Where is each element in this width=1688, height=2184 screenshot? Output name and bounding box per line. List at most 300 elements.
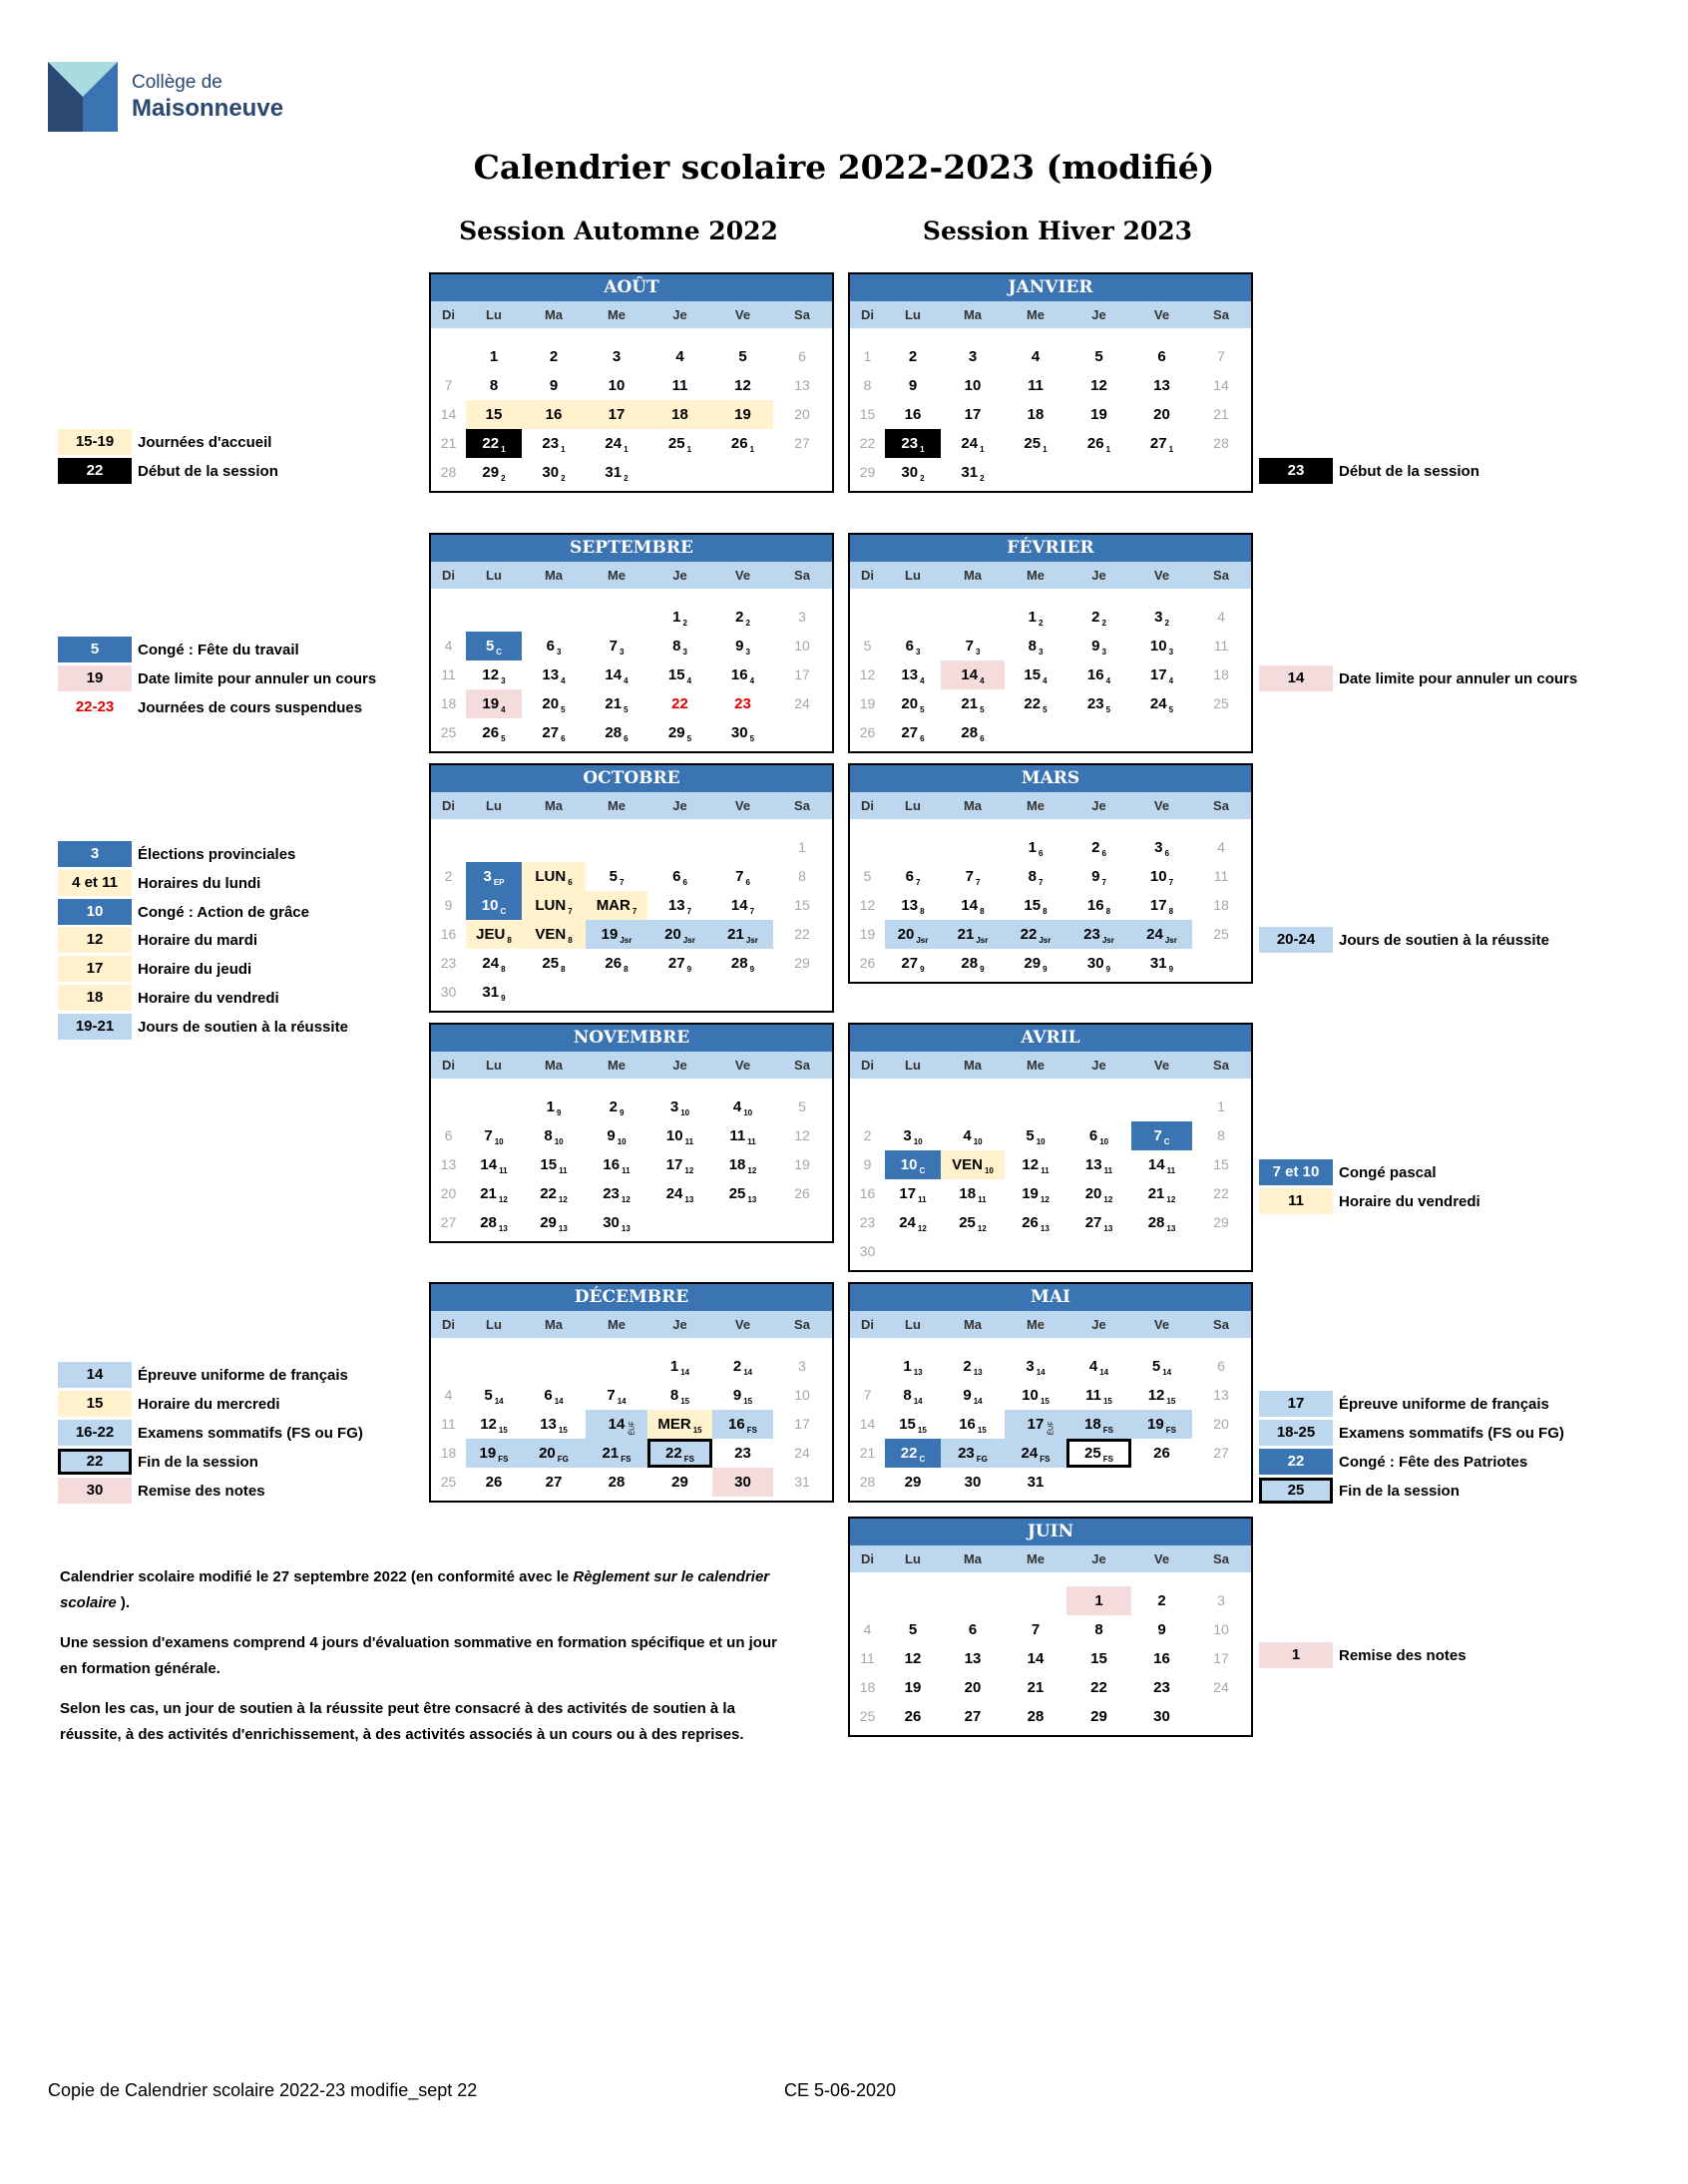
- day-number: 5: [908, 1621, 918, 1638]
- day-annotation: 13: [558, 1224, 568, 1233]
- day-number: 19: [859, 926, 876, 942]
- day-number: 14: [605, 666, 623, 683]
- day-number: 25: [440, 1474, 457, 1490]
- grid-spacer: [431, 589, 831, 603]
- day-cell: [466, 1468, 522, 1497]
- legend-badge: 15: [58, 1391, 132, 1417]
- day-number: 20: [542, 695, 560, 712]
- day-cell: [941, 342, 1005, 371]
- day-cell: [1131, 1237, 1192, 1266]
- day-cell: [522, 1121, 586, 1150]
- day-number: 27: [1084, 1214, 1102, 1231]
- legend-text: Horaire du jeudi: [138, 960, 252, 978]
- day-number: 11: [671, 377, 688, 394]
- day-cell: [522, 603, 586, 632]
- day-cell: [466, 833, 522, 862]
- day-cell: [773, 1092, 831, 1121]
- day-cell: [885, 429, 941, 458]
- day-annotation: 12: [1103, 1195, 1113, 1204]
- day-annotation: C: [500, 907, 507, 916]
- day-number: 13: [540, 1416, 557, 1433]
- day-annotation: 1: [686, 445, 692, 454]
- legend-badge: 11: [1259, 1188, 1333, 1214]
- weekday-label: Sa: [1213, 1317, 1229, 1332]
- day-annotation: 13: [973, 1368, 983, 1377]
- day-number: 28: [961, 724, 979, 741]
- day-cell: [522, 1092, 586, 1121]
- day-annotation: 6: [745, 878, 750, 887]
- day-grid: [431, 589, 832, 751]
- weekday-label: Me: [1026, 1058, 1046, 1073]
- day-cell: [773, 1352, 831, 1381]
- weekday-header-row: [850, 792, 1251, 819]
- day-number: 31: [1149, 955, 1167, 972]
- day-cell: [1192, 429, 1250, 458]
- day-cell: [522, 429, 586, 458]
- weekday-label: Me: [607, 307, 627, 322]
- day-annotation: 7: [1101, 878, 1106, 887]
- weekday-label: Me: [607, 798, 627, 813]
- day-cell: [941, 920, 1005, 949]
- day-number: 14: [1213, 377, 1229, 393]
- day-annotation: FS: [746, 1426, 757, 1435]
- day-annotation: 4: [1168, 676, 1174, 685]
- day-annotation: 3: [975, 648, 981, 656]
- day-number: 22: [540, 1185, 557, 1202]
- day-annotation: 13: [913, 1368, 923, 1377]
- day-cell: [1192, 920, 1250, 949]
- day-cell: [885, 371, 941, 400]
- day-cell: [712, 1150, 773, 1179]
- day-cell: [586, 891, 647, 920]
- day-cell: [712, 1179, 773, 1208]
- day-annotation: 5: [1105, 705, 1111, 714]
- day-number: 25: [1084, 1445, 1101, 1462]
- day-cell: [1131, 1352, 1192, 1381]
- day-cell: [773, 689, 831, 718]
- day-cell: [647, 1410, 712, 1439]
- day-number: 21: [957, 926, 975, 943]
- weekday-label: Je: [672, 1317, 687, 1332]
- day-number: 14: [961, 897, 979, 914]
- day-annotation: 8: [568, 936, 573, 945]
- day-cell: [586, 458, 647, 487]
- day-cell: [1005, 1586, 1066, 1615]
- day-number: 12: [482, 666, 500, 683]
- day-annotation: 6: [920, 734, 925, 743]
- day-number: 6: [905, 868, 914, 885]
- day-number: 26: [730, 435, 748, 452]
- day-annotation: 6: [682, 878, 687, 887]
- day-cell: [647, 1208, 712, 1237]
- day-number: 14: [961, 666, 979, 683]
- day-number: 28: [730, 955, 748, 972]
- weekday-label: Ma: [544, 307, 564, 322]
- day-cell: [1192, 1150, 1250, 1179]
- day-cell: [885, 1092, 941, 1121]
- weekday-label: Sa: [1213, 1058, 1229, 1073]
- day-number: 30: [859, 1243, 876, 1259]
- day-cell: [850, 1150, 885, 1179]
- day-cell: [850, 949, 885, 978]
- day-cell: [1131, 891, 1192, 920]
- legend-text: Horaire du vendredi: [138, 989, 279, 1007]
- note-3: Selon les cas, un jour de soutien à la réussite peut être consacré à des activités de soutien à la réussite, à des activités d'enrichissement, à des activités associés à un cours ou à des reprises.: [60, 1700, 744, 1743]
- day-cell: [586, 429, 647, 458]
- weekday-label: Di: [861, 307, 874, 322]
- weekday-label: Lu: [486, 568, 502, 583]
- day-annotation: 14: [743, 1368, 753, 1377]
- day-cell: [850, 1352, 885, 1381]
- day-number: 20: [664, 926, 681, 943]
- day-cell: [885, 632, 941, 660]
- day-number: 11: [1028, 377, 1044, 394]
- day-grid: [431, 328, 832, 491]
- day-cell: [1066, 1092, 1131, 1121]
- legend-badge: 23: [1259, 458, 1333, 484]
- day-number: 6: [968, 1621, 978, 1638]
- day-number: 1: [672, 609, 681, 626]
- weekday-label: Sa: [1213, 798, 1229, 813]
- day-cell: [850, 603, 885, 632]
- weekday-label: Sa: [794, 1058, 810, 1073]
- day-number: 5: [1151, 1358, 1161, 1375]
- day-cell: [885, 342, 941, 371]
- legend-item: [1259, 665, 1577, 691]
- day-cell: [586, 718, 647, 747]
- day-annotation: 10: [1099, 1137, 1109, 1146]
- day-number: 17: [1149, 897, 1167, 914]
- day-number: 7: [1031, 1621, 1041, 1638]
- grid-spacer: [431, 1338, 831, 1352]
- month-header: MAI: [850, 1284, 1251, 1311]
- day-cell: [885, 1673, 941, 1702]
- day-cell: [466, 603, 522, 632]
- legend-badge: 12: [58, 927, 132, 953]
- day-number: 21: [1027, 1679, 1045, 1696]
- day-cell: [773, 862, 831, 891]
- calendar-oct: [429, 763, 834, 1013]
- day-cell: [850, 1586, 885, 1615]
- day-number: 5: [863, 638, 872, 654]
- day-number: 20: [1084, 1185, 1102, 1202]
- day-cell: [466, 1410, 522, 1439]
- day-number: 26: [794, 1185, 810, 1201]
- day-number: 9: [1091, 868, 1100, 885]
- day-annotation: 10: [984, 1166, 994, 1175]
- day-cell: [1005, 1150, 1066, 1179]
- day-number: 2: [863, 1127, 872, 1143]
- day-number: 26: [485, 1474, 503, 1491]
- weekday-label: Me: [607, 1058, 627, 1073]
- day-cell: [1066, 1121, 1131, 1150]
- weekday-label: Me: [1026, 1551, 1046, 1566]
- day-cell: [712, 1410, 773, 1439]
- day-cell: [647, 862, 712, 891]
- day-cell: [522, 891, 586, 920]
- day-annotation: 15: [743, 1397, 753, 1406]
- day-number: 14: [440, 406, 457, 422]
- day-number: 18: [440, 1445, 457, 1461]
- day-number: 10: [1149, 638, 1167, 655]
- day-annotation: 14: [973, 1397, 983, 1406]
- day-cell: [1131, 862, 1192, 891]
- legend-text: Date limite pour annuler un cours: [138, 669, 377, 687]
- grid-spacer: [850, 589, 1250, 603]
- day-number: 4: [963, 1127, 972, 1144]
- day-number: 14: [608, 1416, 626, 1433]
- legend-item: [58, 870, 260, 896]
- day-number: 13: [901, 666, 919, 683]
- day-cell: [1005, 1615, 1066, 1644]
- legend-badge: 5: [58, 637, 132, 662]
- day-cell: [850, 1673, 885, 1702]
- day-number: LUN: [535, 868, 567, 885]
- legend-item: [1259, 1478, 1460, 1504]
- weekday-label: Di: [442, 307, 455, 322]
- day-number: 2: [732, 1358, 742, 1375]
- day-cell: [773, 718, 831, 747]
- day-cell: [1192, 833, 1250, 862]
- day-number: 29: [667, 724, 685, 741]
- day-annotation: 3: [501, 676, 506, 685]
- day-cell: [712, 891, 773, 920]
- day-number: 27: [1149, 435, 1167, 452]
- day-cell: [712, 1092, 773, 1121]
- fall-session-title: Session Automne 2022: [459, 217, 778, 245]
- day-cell: [522, 920, 586, 949]
- day-number: 1: [1028, 839, 1037, 856]
- weekday-label: Ve: [1153, 798, 1170, 813]
- day-number: 28: [961, 955, 979, 972]
- day-cell: [1131, 1468, 1192, 1497]
- day-cell: [1066, 1352, 1131, 1381]
- day-cell: [1005, 891, 1066, 920]
- day-cell: [1005, 689, 1066, 718]
- day-number: 2: [609, 1098, 618, 1115]
- day-annotation: 3: [745, 648, 750, 656]
- legend-badge: 1: [1259, 1642, 1333, 1668]
- day-number: 9: [607, 1127, 616, 1144]
- day-annotation: 12: [621, 1195, 631, 1204]
- day-number: 1: [669, 1358, 679, 1375]
- day-cell: [712, 660, 773, 689]
- day-annotation: 5: [501, 734, 506, 743]
- day-annotation: 9: [1105, 965, 1111, 974]
- day-number: 26: [859, 955, 876, 971]
- day-number: 22: [859, 435, 876, 451]
- legend-item: [58, 1362, 348, 1388]
- day-number: 17: [964, 406, 982, 423]
- day-number: 29: [1090, 1708, 1107, 1725]
- day-annotation: 8: [920, 907, 925, 916]
- day-cell: [941, 400, 1005, 429]
- day-number: 31: [605, 464, 623, 481]
- day-number: 19: [1147, 1416, 1164, 1433]
- day-cell: [647, 1468, 712, 1497]
- legend-text: Début de la session: [138, 462, 278, 480]
- day-cell: [850, 1179, 885, 1208]
- day-cell: [466, 978, 522, 1007]
- legend-text: Épreuve uniforme de français: [1339, 1395, 1549, 1413]
- day-annotation: FS: [1102, 1455, 1113, 1464]
- day-number: 30: [603, 1214, 620, 1231]
- day-cell: [647, 1092, 712, 1121]
- day-annotation: Jsr: [976, 936, 989, 945]
- day-cell: [885, 1179, 941, 1208]
- day-cell: [941, 1439, 1005, 1468]
- day-cell: [941, 603, 1005, 632]
- day-number: 24: [665, 1185, 683, 1202]
- day-cell: [1066, 920, 1131, 949]
- day-number: 23: [440, 955, 457, 971]
- day-cell: [1192, 1586, 1250, 1615]
- weekday-label: Lu: [905, 307, 921, 322]
- weekday-label: Sa: [794, 307, 810, 322]
- day-number: 3: [1154, 839, 1163, 856]
- day-number: 19: [794, 1156, 810, 1172]
- day-cell: [586, 342, 647, 371]
- day-cell: [522, 718, 586, 747]
- note-1: Calendrier scolaire modifié le 27 septembre 2022 (en conformité avec le Règlement sur le calendrier scolaire ).: [60, 1568, 770, 1611]
- day-annotation: 4: [749, 676, 755, 685]
- day-annotation: C: [919, 1166, 926, 1175]
- day-grid: [850, 1338, 1251, 1501]
- legend-text: Congé : Fête du travail: [138, 641, 299, 658]
- legend-item: [58, 956, 251, 982]
- weekday-label: Je: [1091, 1551, 1106, 1566]
- day-number: 9: [732, 1387, 742, 1404]
- day-cell: [941, 1352, 1005, 1381]
- day-annotation: C: [1163, 1137, 1170, 1146]
- day-number: 19: [859, 695, 876, 711]
- day-number: 8: [1028, 868, 1037, 885]
- day-number: 1: [1217, 1098, 1225, 1114]
- day-cell: [885, 1352, 941, 1381]
- day-annotation: 3: [556, 648, 562, 656]
- day-annotation: 2: [1101, 619, 1106, 628]
- day-number: 22: [1213, 1185, 1229, 1201]
- day-cell: [1131, 718, 1192, 747]
- day-cell: [466, 1352, 522, 1381]
- winter-session-title: Session Hiver 2023: [922, 217, 1193, 245]
- day-cell: [647, 342, 712, 371]
- day-annotation: 11: [622, 1166, 631, 1175]
- weekday-header-row: [850, 1545, 1251, 1572]
- day-number: 19: [1022, 1185, 1039, 1202]
- day-annotation: 14: [1099, 1368, 1109, 1377]
- day-cell: [773, 1439, 831, 1468]
- day-cell: [941, 1208, 1005, 1237]
- day-number: 23: [1153, 1679, 1170, 1696]
- day-cell: [1005, 718, 1066, 747]
- day-annotation: 7: [632, 907, 637, 916]
- day-cell: [1131, 1702, 1192, 1731]
- day-number: 19: [734, 406, 751, 423]
- day-annotation: 4: [920, 676, 925, 685]
- day-number: 12: [1090, 377, 1107, 394]
- day-cell: [885, 689, 941, 718]
- legend-item: [1259, 1449, 1527, 1475]
- day-number: 22: [482, 435, 500, 452]
- day-number: 8: [1217, 1127, 1225, 1143]
- day-cell: [885, 1410, 941, 1439]
- day-number: 3: [669, 1098, 679, 1115]
- day-number: 22: [900, 1445, 918, 1462]
- day-cell: [1066, 632, 1131, 660]
- calendar-sept: [429, 533, 834, 753]
- day-number: 25: [1024, 435, 1042, 452]
- day-number: 10: [900, 1156, 918, 1173]
- day-cell: [647, 603, 712, 632]
- day-cell: [1131, 1586, 1192, 1615]
- day-number: 19: [601, 926, 619, 943]
- day-annotation: 5: [920, 705, 925, 714]
- day-cell: [1005, 1121, 1066, 1150]
- weekday-label: Me: [607, 1317, 627, 1332]
- day-number: 29: [1213, 1214, 1229, 1230]
- day-cell: [647, 949, 712, 978]
- day-number: 20: [539, 1445, 556, 1462]
- day-cell: [773, 342, 831, 371]
- day-annotation: 4: [501, 705, 506, 714]
- day-cell: [1066, 400, 1131, 429]
- day-number: 9: [1091, 638, 1100, 655]
- day-cell: [1005, 833, 1066, 862]
- day-cell: [1005, 458, 1066, 487]
- day-cell: [647, 632, 712, 660]
- day-cell: [522, 1439, 586, 1468]
- day-number: VEN: [535, 926, 567, 943]
- legend-text: Horaire du mardi: [138, 931, 258, 949]
- day-number: 3: [903, 1127, 912, 1144]
- legend-text: Élections provinciales: [138, 845, 296, 863]
- day-annotation: 8: [561, 965, 566, 974]
- notes: [60, 1564, 778, 1762]
- day-annotation: 15: [680, 1397, 690, 1406]
- day-number: 7: [965, 638, 974, 655]
- legend-item: [58, 429, 271, 455]
- day-annotation: Jsr: [1039, 936, 1052, 945]
- day-annotation: 1: [749, 445, 755, 454]
- day-annotation: 9: [1043, 965, 1048, 974]
- day-annotation: 11: [499, 1166, 508, 1175]
- day-number: 4: [444, 1387, 453, 1403]
- day-annotation: 13: [1040, 1224, 1050, 1233]
- legend-item: [1259, 458, 1479, 484]
- day-cell: [1066, 1615, 1131, 1644]
- legend-badge: 16-22: [58, 1420, 132, 1446]
- day-number: 4: [675, 348, 684, 365]
- day-cell: [850, 1644, 885, 1673]
- day-cell: [885, 833, 941, 862]
- weekday-label: Je: [1091, 1058, 1106, 1073]
- day-annotation: 8: [507, 936, 512, 945]
- day-number: 27: [964, 1708, 982, 1725]
- day-cell: [431, 1121, 466, 1150]
- day-cell: [431, 660, 466, 689]
- day-number: 13: [542, 666, 560, 683]
- day-cell: [522, 1352, 586, 1381]
- day-cell: [586, 1092, 647, 1121]
- legend-text: Journées de cours suspendues: [138, 698, 363, 716]
- day-cell: [885, 949, 941, 978]
- day-cell: [522, 689, 586, 718]
- college-logo: [48, 62, 287, 132]
- weekday-label: Me: [1026, 307, 1046, 322]
- weekday-label: Di: [442, 798, 455, 813]
- day-cell: [1131, 1644, 1192, 1673]
